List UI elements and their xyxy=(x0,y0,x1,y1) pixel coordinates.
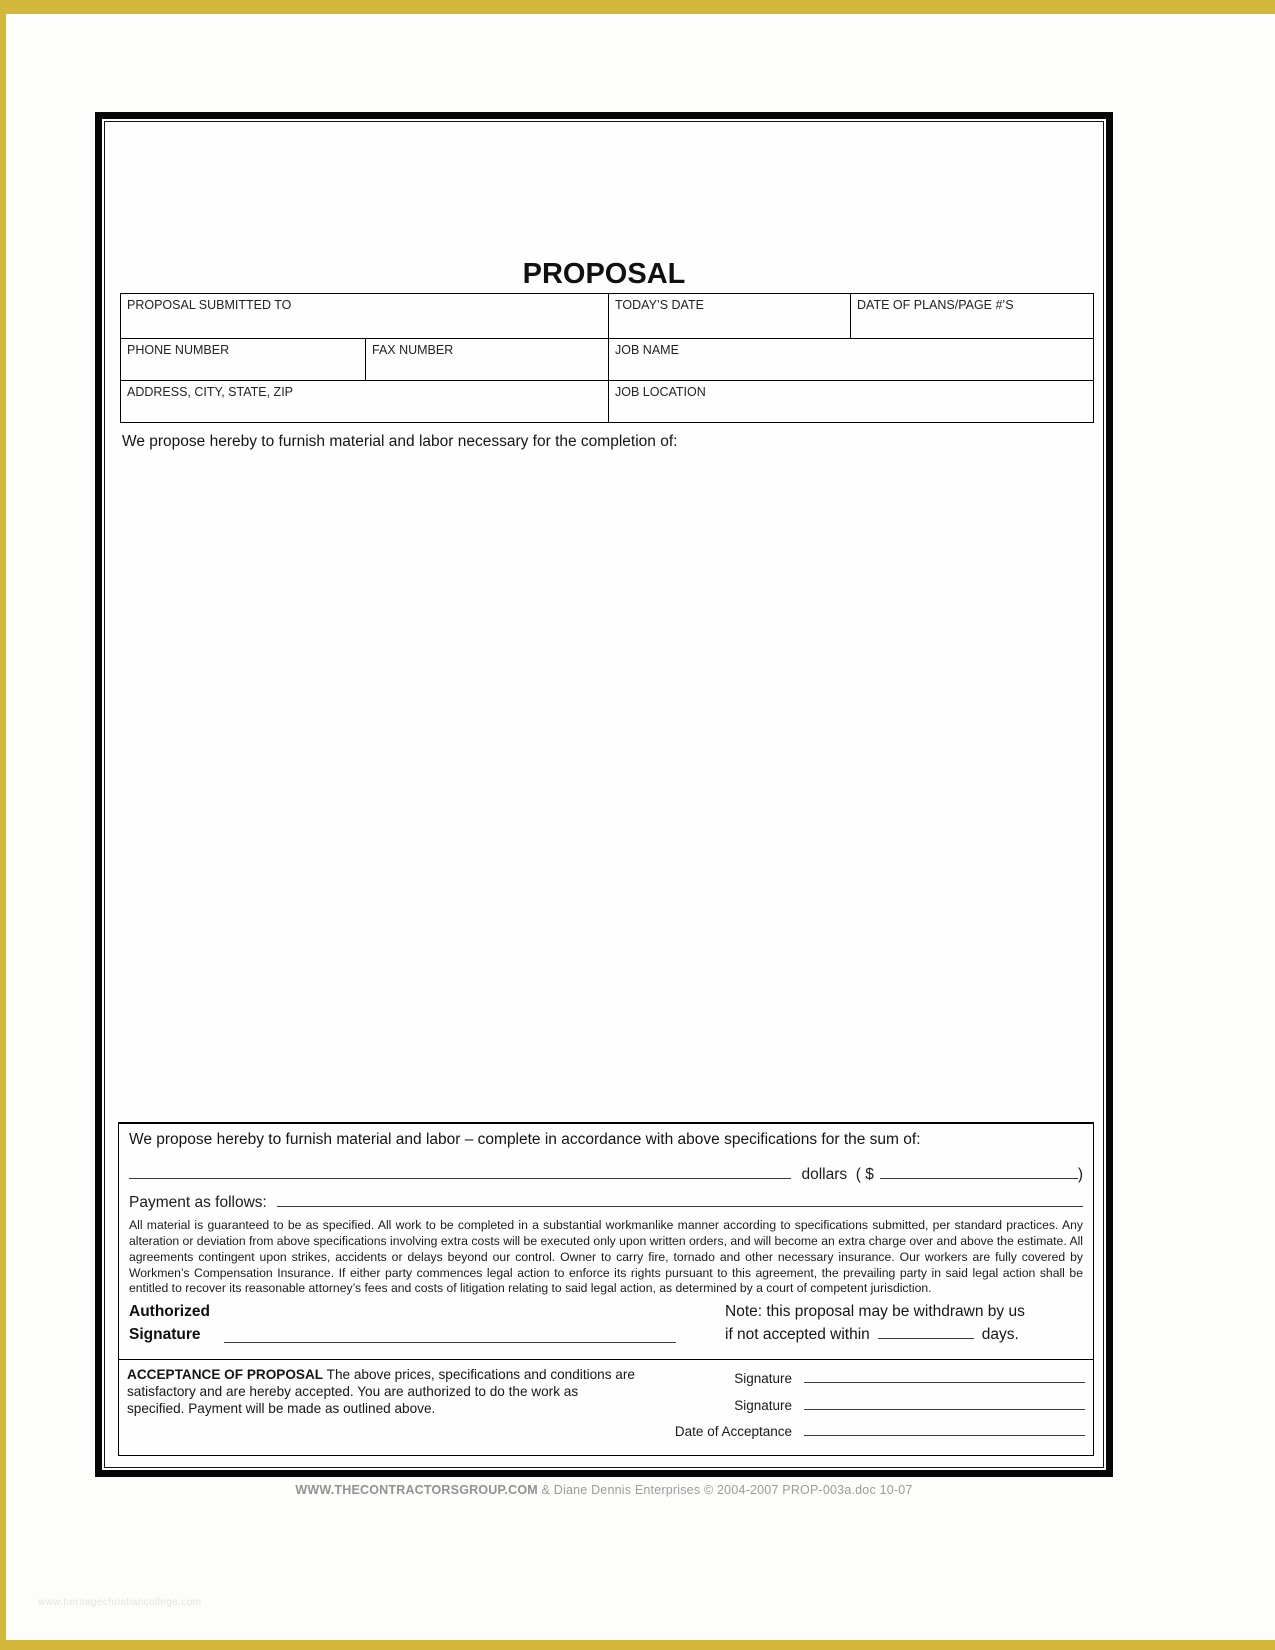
acceptance-signature-row-2 xyxy=(645,1396,1085,1423)
acceptance-signature1-blank[interactable] xyxy=(804,1369,1085,1383)
dollars-label: dollars ( $ xyxy=(801,1166,874,1183)
todays-date-label: TODAY’S DATE xyxy=(615,298,704,312)
yellow-border-left xyxy=(0,0,6,1650)
yellow-border-top xyxy=(0,0,1275,14)
proposal-info-table xyxy=(120,293,1094,423)
authorized-signature-row xyxy=(129,1301,1083,1354)
submitted-to-cell[interactable] xyxy=(121,294,609,339)
date-of-plans-cell[interactable] xyxy=(851,294,1094,339)
date-of-acceptance-blank[interactable] xyxy=(804,1422,1085,1436)
sum-section xyxy=(119,1124,1093,1359)
todays-date-cell[interactable] xyxy=(609,294,851,339)
note-line2 xyxy=(725,1324,1083,1346)
note-line2-suffix: days. xyxy=(981,1325,1019,1343)
sum-amount-line xyxy=(129,1165,1083,1184)
acceptance-signature-row-1 xyxy=(645,1369,1085,1396)
acceptance-signature1-label: Signature xyxy=(734,1371,792,1386)
authorized-signature-blank[interactable] xyxy=(224,1329,676,1343)
date-of-plans-label: DATE OF PLANS/PAGE #’S xyxy=(857,298,1014,312)
note-line1: Note: this proposal may be withdrawn by us xyxy=(725,1303,1025,1321)
page-title: PROPOSAL xyxy=(522,258,686,290)
address-label: ADDRESS, CITY, STATE, ZIP xyxy=(127,385,294,399)
amount-figures-blank[interactable] xyxy=(880,1165,1078,1179)
fax-number-cell[interactable] xyxy=(366,339,609,381)
acceptance-section xyxy=(119,1359,1093,1455)
footer-credit xyxy=(95,1483,1113,1497)
acceptance-signature2-blank[interactable] xyxy=(804,1396,1085,1410)
authorized-signature-label xyxy=(129,1301,210,1346)
footer-rest: & Diane Dennis Enterprises © 2004-2007 PROP-003a.doc 10-07 xyxy=(537,1483,913,1497)
payment-line xyxy=(129,1193,1083,1212)
sum-box xyxy=(118,1122,1094,1456)
days-blank[interactable] xyxy=(878,1325,974,1339)
submitted-to-label: PROPOSAL SUBMITTED TO xyxy=(127,298,292,312)
acceptance-signature2-label: Signature xyxy=(734,1397,792,1413)
acceptance-date-row xyxy=(645,1422,1085,1449)
phone-number-cell[interactable] xyxy=(121,339,366,381)
job-location-label: JOB LOCATION xyxy=(615,385,706,399)
watermark-text: www.heritagechristiancollege.com xyxy=(38,1597,202,1608)
acceptance-text xyxy=(127,1367,635,1449)
job-name-cell[interactable] xyxy=(609,339,1094,381)
acceptance-body: The above prices, specifications and conditions are satisfactory and are hereby accepted. You are authorized to do the work as specified. Payment will be made as outlined above. xyxy=(127,1367,635,1416)
phone-number-label: PHONE NUMBER xyxy=(127,343,230,357)
payment-terms-blank[interactable] xyxy=(277,1193,1083,1207)
acceptance-heading: ACCEPTANCE OF PROPOSAL xyxy=(127,1367,324,1382)
acceptance-signature-rows xyxy=(645,1367,1085,1449)
footer-site: WWW.THECONTRACTORSGROUP.COM xyxy=(295,1483,538,1497)
job-name-label: JOB NAME xyxy=(615,343,679,357)
fine-print: All material is guaranteed to be as specified. All work to be completed in a substantial workmanlike manner according to specifications submitted, per standard practices. Any alteration or deviation from above specifications involving extra costs will be executed only upon written orders, and will become an extra charge over and above the estimate. All agreements contingent upon strikes, accidents or delays beyond our control. Owner to carry fire, tornado and other necessary insurance. Our workers are fully covered by Workmen’s Compensation Insurance. If either party commences legal action to enforce its rights pursuant to this agreement, the prevailing party in said legal action shall be entitled to recover its reasonable attorney’s fees and costs of litigation relating to said legal action, as determined by a court of competent jurisdiction. xyxy=(129,1218,1083,1296)
payment-label: Payment as follows: xyxy=(129,1194,267,1211)
sum-statement: We propose hereby to furnish material and labor – complete in accordance with above specifications for the sum of: xyxy=(129,1131,921,1148)
job-location-cell[interactable] xyxy=(609,381,1094,423)
signature-word: Signature xyxy=(129,1325,201,1343)
amount-words-blank[interactable] xyxy=(129,1165,791,1179)
date-of-acceptance-label: Date of Acceptance xyxy=(674,1424,792,1440)
note-line2-prefix: if not accepted within xyxy=(725,1325,870,1343)
authorized-word: Authorized xyxy=(129,1303,210,1321)
intro-line: We propose hereby to furnish material and labor necessary for the completion of: xyxy=(122,433,678,450)
close-paren: ) xyxy=(1077,1166,1083,1183)
withdrawal-note xyxy=(725,1301,1083,1346)
address-cell[interactable] xyxy=(121,381,609,423)
yellow-border-bottom xyxy=(0,1640,1275,1650)
fax-number-label: FAX NUMBER xyxy=(372,343,454,357)
